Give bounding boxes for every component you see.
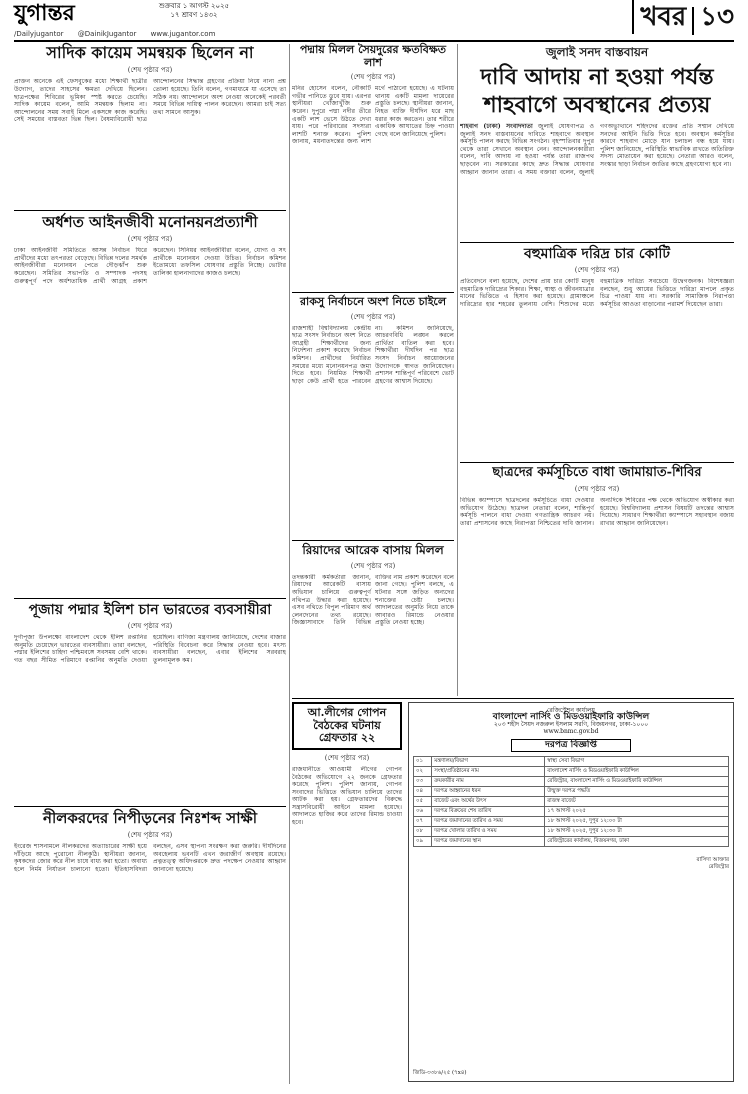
continued-label: (শেষ পৃষ্ঠার পর) xyxy=(324,753,370,762)
headline: অর্ধশত আইনজীবী মনোনয়নপ্রত্যাশী xyxy=(42,213,258,231)
top-rule xyxy=(14,40,734,42)
social-links xyxy=(14,29,474,39)
kicker: জুলাই সনদ বাস্তবায়ন xyxy=(545,45,649,59)
continued-label: (শেষ পৃষ্ঠার পর) xyxy=(127,622,173,631)
masthead xyxy=(14,0,734,40)
continued-label: (শেষ পৃষ্ঠার পর) xyxy=(350,312,396,321)
headline: নীলকরদের নিপীড়নের নিঃশব্দ সাক্ষী xyxy=(42,809,257,827)
article-body xyxy=(460,123,734,243)
notice-cell: ০৮ xyxy=(414,827,432,837)
notice-cell: ০৬ xyxy=(414,807,432,817)
notice-cell: রেজিস্ট্রার, বাংলাদেশ নার্সিং ও মিডওয়াইফারি কাউন্সিল xyxy=(545,777,729,787)
headline-box xyxy=(292,702,402,750)
notice-cell: মন্ত্রণালয়/বিভাগ xyxy=(432,757,545,767)
divider xyxy=(460,242,734,243)
notice-cell: দরপত্র জমাদানের স্থান xyxy=(432,837,545,847)
section-page-box xyxy=(632,0,734,34)
notice-org: বাংলাদেশ নার্সিং ও মিডওয়াইফারি কাউন্সিল xyxy=(492,712,650,722)
notice-cell: স্বাস্থ্য সেবা বিভাগ xyxy=(545,757,729,767)
article-body: ঢাকা আইনজীবী সমিতিতে আসন্ন নির্বাচন ঘিরে প্রার্থীদের মধ্যে তৎপরতা বেড়েছে। বিভিন্ন দলের সমর্থক আইনজীবীরা মনোনয়ন পেতে দৌড়ঝাঁপ শুরু করেছেন। সমিতির সভাপতি ও সম্পাদক পদসহ গুরুত্বপূর্ণ পদে অর্ধশতাধিক প্রার্থী আগ্রহ প্রকাশ করেছেন। সিনিয়র আইনজীবীরা বলেন, যোগ্য ও সৎ প্রার্থীকে মনোনয়ন দেওয়া উচিত। নির্বাচন কমিশন ইতোমধ্যে তফসিল ঘোষণার প্রস্তুতি নিচ্ছে। ভোটার তালিকা হালনাগাদের কাজও চলছে। xyxy=(14,247,286,285)
signature-block xyxy=(413,857,729,871)
date-block xyxy=(134,2,254,20)
notice-cell: ০৪ xyxy=(414,787,432,797)
date-line-bangla: ১৭ শ্রাবণ ১৪৩২ xyxy=(170,11,218,19)
notice-cell: দরপত্র আহ্বানের ধরন xyxy=(432,787,545,797)
page-number: ১৩ xyxy=(700,2,734,32)
notice-cell: দরপত্র জমাদানের তারিখ ও সময় xyxy=(432,817,545,827)
divider xyxy=(292,698,734,699)
article-body: বিভিন্ন ক্যাম্পাসে ছাত্রদলের কর্মসূচিতে বাধা দেওয়ার অভিযোগ উঠেছে। ছাত্রদল নেতারা বলেন, শান্তিপূর্ণ কর্মসূচি পালনে বাধা দেওয়া গণতান্ত্রিক আচরণ নয়। তারা প্রশাসনের কাছে নিরাপত্তা নিশ্চিতের দাবি জানান। অন্যদিকে শিবিরের পক্ষ থেকে অভিযোগ অস্বীকার করা হয়েছে। বিশ্ববিদ্যালয় প্রশাসন বিষয়টি তদন্তের আশ্বাস দিয়েছে। সাধারণ শিক্ষার্থীরা ক্যাম্পাসে সহাবস্থান বজায় রাখার আহ্বান জানিয়েছেন। xyxy=(460,496,734,527)
article-body: তদন্তকারী কর্মকর্তারা জানান, রিয়াদের আরেকটি বাসায় অভিযান চালিয়ে গুরুত্বপূর্ণ নথিপত্র উদ্ধার করা হয়েছে। এসব নথিতে বিপুল পরিমাণ অর্থ লেনদেনের তথ্য রয়েছে। জিজ্ঞাসাবাদে তিনি বিভিন্ন ব্যক্তির নাম প্রকাশ করেছেন বলে জানা গেছে। পুলিশ বলছে, এ ঘটনার সঙ্গে জড়িত অন্যদের শনাক্তের চেষ্টা চলছে। আদালতের অনুমতি নিয়ে তাকে আবারও রিমান্ডে নেওয়ার প্রস্তুতি নেওয়া হচ্ছে। xyxy=(292,573,454,627)
twitter-handle[interactable]: @DainikJugantor xyxy=(77,30,137,38)
notice-row xyxy=(414,797,729,807)
notice-cell: ০১ xyxy=(414,757,432,767)
notice-row xyxy=(414,817,729,827)
notice-cell: ক্রয়কারীর নাম xyxy=(432,777,545,787)
headline: ছাত্রদের কর্মসূচিতে বাধা জামায়াত-শিবির xyxy=(492,465,702,480)
divider xyxy=(460,462,734,463)
continued-label: (শেষ পৃষ্ঠার পর) xyxy=(574,266,620,275)
divider xyxy=(692,7,694,35)
notice-row xyxy=(414,807,729,817)
body-text: জুলাই ঘোষণাপত্র ও জুলাই সনদ বাস্তবায়নের দাবিতে শাহবাগে অবস্থান কর্মসূচি পালন করছে বিভিন্ন সংগঠন। বৃহস্পতিবার দুপুর থেকে তারা সেখানে অবস্থান নেন। আন্দোলনকারীরা বলেন, দাবি আদায় না হওয়া পর্যন্ত তারা রাজপথ ছাড়বেন না। সরকারের কাছে দ্রুত সিদ্ধান্ত ঘোষণার আহ্বান জানান তারা। এ সময় বক্তারা বলেন, জুলাই গণঅভ্যুত্থানে শহিদদের রক্তের প্রতি সম্মান দেখিয়ে সনদের আইনি ভিত্তি দিতে হবে। অবস্থান কর্মসূচির কারণে শাহবাগ মোড়ে যান চলাচল বন্ধ হয়ে যায়। পুলিশ জানিয়েছে, পরিস্থিতি স্বাভাবিক রাখতে অতিরিক্ত সদস্য মোতায়েন করা হয়েছে। নেতারা আরও বলেন, সংস্কার ছাড়া নির্বাচন জাতির কাছে গ্রহণযোগ্য হবে না। xyxy=(460,123,734,176)
headline: আ.লীগের গোপন বৈঠকের ঘটনায় গ্রেফতার ২২ xyxy=(307,706,387,745)
column-rule xyxy=(457,44,458,696)
headline: পদ্মায় মিলল সৈয়দুরের ক্ষতবিক্ষত লাশ xyxy=(299,43,447,69)
notice-cell: দরপত্র বিক্রয়ের শেষ তারিখ xyxy=(432,807,545,817)
notice-cell: বাজেট এবং অর্থের উৎস xyxy=(432,797,545,807)
article-awami xyxy=(292,702,402,1082)
headline: বহুমাত্রিক দরিদ্র চার কোটি xyxy=(523,246,671,262)
divider xyxy=(292,540,454,541)
article-padma xyxy=(292,44,454,289)
notice-table xyxy=(413,756,729,847)
article-body: দুর্গাপূজা উপলক্ষ্যে বাংলাদেশ থেকে ইলিশ রপ্তানির অনুমতি চেয়েছেন ভারতের ব্যবসায়ীরা। তারা বলছেন, পদ্মার ইলিশের চাহিদা পশ্চিমবঙ্গে সবসময় বেশি থাকে। গত বছর সীমিত পরিমাণে রপ্তানির অনুমতি দেওয়া হয়েছিল। বাণিজ্য মন্ত্রণালয় জানিয়েছে, দেশের বাজার পরিস্থিতি বিবেচনা করে সিদ্ধান্ত নেওয়া হবে। মৎস্য ব্যবসায়ীরা বলছেন, এবার ইলিশের সরবরাহ তুলনামূলক কম। xyxy=(14,634,286,664)
continued-label: (শেষ পৃষ্ঠার পর) xyxy=(350,561,396,570)
continued-label: (শেষ পৃষ্ঠার পর) xyxy=(127,235,173,244)
tender-notice xyxy=(408,702,734,1082)
notice-cell: দরপত্র খোলার তারিখ ও সময় xyxy=(432,827,545,837)
date-line: শুক্রবার ১ আগস্ট ২০২৫ xyxy=(158,2,230,10)
divider xyxy=(14,598,286,599)
notice-cell: ০৭ xyxy=(414,817,432,827)
notice-address: ২০৩ শহীদ সৈয়দ নজরুল ইসলাম সরণি, বিজয়নগর, ঢাকা-১০০০ xyxy=(493,721,649,728)
notice-cell: ০৩ xyxy=(414,777,432,787)
headline: রিয়াদের আরেক বাসায় মিলল xyxy=(302,543,444,557)
notice-cell: ১৭ আগস্ট ২০২৫ xyxy=(545,807,729,817)
divider xyxy=(14,210,286,211)
article-chhatrader xyxy=(460,466,734,696)
notice-cell: ০২ xyxy=(414,767,432,777)
continued-label: (শেষ পৃষ্ঠার পর) xyxy=(127,66,173,75)
notice-row xyxy=(414,767,729,777)
article-nilkor xyxy=(14,810,286,1082)
section-name: খবর xyxy=(640,2,687,32)
headline: দাবি আদায় না হওয়া পর্যন্ত শাহবাগে অবস্থানের প্রত্যয় xyxy=(480,65,714,118)
article-riyad xyxy=(292,544,454,694)
divider xyxy=(14,806,286,807)
notice-title: দরপত্র বিজ্ঞপ্তি xyxy=(511,739,631,752)
article-sadik xyxy=(14,44,286,206)
notice-cell: ১৮ আগস্ট ২০২৫, দুপুর ১২:০০ টা xyxy=(545,817,729,827)
article-july xyxy=(460,44,734,240)
divider xyxy=(292,292,454,293)
article-body: রাজশাহী বিশ্ববিদ্যালয় কেন্দ্রীয় ছাত্র সংসদ নির্বাচনে অংশ নিতে আগ্রহী শিক্ষার্থীদের জন্য নির্দেশনা প্রকাশ করেছে নির্বাচন কমিশন। প্রার্থীদের নির্ধারিত সময়ের মধ্যে মনোনয়নপত্র জমা দিতে হবে। নিয়মিত শিক্ষার্থী ছাড়া কেউ প্রার্থী হতে পারবেন না। কমিশন জানিয়েছে, আচরণবিধি লঙ্ঘন করলে প্রার্থিতা বাতিল করা হবে। শিক্ষার্থীরা দীর্ঘদিন পর ছাত্র সংসদ নির্বাচন আয়োজনের উদ্যোগকে স্বাগত জানিয়েছেন। প্রশাসন শান্তিপূর্ণ পরিবেশে ভোট গ্রহণের আশ্বাস দিয়েছে। xyxy=(292,324,454,385)
headline: পূজায় পদ্মার ইলিশ চান ভারতের ব্যবসায়ীরা xyxy=(28,602,272,618)
article-ardhashata xyxy=(14,214,286,594)
notice-cell: রেজিস্ট্রারের কার্যালয়, বিজয়নগর, ঢাকা xyxy=(545,837,729,847)
notice-cell: রাজস্ব বাজেট xyxy=(545,797,729,807)
newspaper-logo: যুগান্তর xyxy=(14,1,75,26)
notice-row xyxy=(414,757,729,767)
notice-cell: বাংলাদেশ নার্সিং ও মিডওয়াইফারি কাউন্সিল xyxy=(545,767,729,777)
article-poverty xyxy=(460,246,734,460)
continued-label: (শেষ পৃষ্ঠার পর) xyxy=(350,73,396,82)
website-link[interactable]: www.jugantor.com xyxy=(150,30,216,38)
headline: সাদিক কায়েম সমন্বয়ক ছিলেন না xyxy=(46,43,254,62)
facebook-handle[interactable]: /Dailyjugantor xyxy=(14,30,64,38)
notice-reg: রেজিস্ট্রেশন কার্যালয় xyxy=(547,707,595,714)
signature-name: রাসিদা আক্তার xyxy=(696,857,729,863)
continued-label: (শেষ পৃষ্ঠার পর) xyxy=(127,831,173,840)
headline: রাকসু নির্বাচনে অংশ নিতে চাইলে xyxy=(299,295,447,308)
notice-cell: ০৯ xyxy=(414,837,432,847)
notice-website[interactable]: www.bnmc.gov.bd xyxy=(543,728,599,735)
notice-row xyxy=(414,777,729,787)
notice-cell: ০৫ xyxy=(414,797,432,807)
continued-label: (শেষ পৃষ্ঠার পর) xyxy=(574,484,620,493)
article-body: রাজধানীতে আওয়ামী লীগের গোপন বৈঠকের অভিযোগে ২২ জনকে গ্রেফতার করেছে পুলিশ। পুলিশ জানায়, গোপন সংবাদের ভিত্তিতে অভিযান চালিয়ে তাদের আটক করা হয়। গ্রেফতারদের বিরুদ্ধে সন্ত্রাসবিরোধী আইনে মামলা হয়েছে। আদালতে হাজির করে তাদের রিমান্ড চাওয়া হবে। xyxy=(292,765,402,827)
notice-row xyxy=(414,837,729,847)
byline: শাহবাগ (ঢাকা) সংবাদদাতা xyxy=(460,123,533,130)
notice-row xyxy=(414,827,729,837)
article-rakshu xyxy=(292,296,454,536)
notice-row xyxy=(414,787,729,797)
notice-cell: উন্মুক্ত দরপত্র পদ্ধতি xyxy=(545,787,729,797)
article-body: প্রতিবেদনে বলা হয়েছে, দেশের প্রায় চার কোটি মানুষ বহুমাত্রিক দারিদ্র্যের শিকার। শিক্ষা, স্বাস্থ্য ও জীবনযাত্রার মানের ভিত্তিতে এ হিসাব করা হয়েছে। গ্রামাঞ্চলে দারিদ্র্যের হার শহরের তুলনায় বেশি। শিশুদের মধ্যে বহুমাত্রিক দারিদ্র্য সবচেয়ে উদ্বেগজনক। বিশেষজ্ঞরা বলছেন, শুধু আয়ের ভিত্তিতে দারিদ্র্য মাপলে প্রকৃত চিত্র পাওয়া যায় না। সরকারি সামাজিক নিরাপত্তা কর্মসূচির আওতা বাড়ানোর পরামর্শ দিয়েছেন তারা। xyxy=(460,278,734,308)
notice-cell: ১৮ আগস্ট ২০২৫, দুপুর ১২:৩০ টা xyxy=(545,827,729,837)
article-pujay xyxy=(14,602,286,802)
article-body: ইংরেজ শাসনামলে নীলকরদের অত্যাচারের সাক্ষী হয়ে দাঁড়িয়ে আছে পুরোনো নীলকুঠি। স্থানীয়রা জানান, কৃষকদের জোর করে নীল চাষে বাধ্য করা হতো। অবাধ্য হলে নির্মম নির্যাতন চালানো হতো। ইতিহাসবিদরা বলছেন, এসব স্থাপনা সংরক্ষণ করা জরুরি। দীর্ঘদিনের অবহেলায় ভবনটি এখন জরাজীর্ণ অবস্থায় রয়েছে। প্রত্নতত্ত্ব অধিদপ্তরকে দ্রুত পদক্ষেপ নেওয়ার আহ্বান জানানো হয়েছে। xyxy=(14,843,286,874)
article-body: প্রাক্তন অনেকে এই ফেসবুকের মধ্যে শিক্ষার্থী ছাত্রীর উদ্যোগ, তাদের সাহসের ক্ষমতা দেখিয়ে ছিলেন। ছাত্রপক্ষের শিবিরের ভূমিকা স্পষ্ট করতে চেয়েছি। সাদিক কায়েম বলেন, আমি সমন্বয়ক ছিলাম না। আন্দোলনের সময় সবাই মিলে একসঙ্গে কাজ করেছি। সেই সময়ের বাস্তবতা ভিন্ন ছিল। বৈষম্যবিরোধী ছাত্র আন্দোলনের সিদ্ধান্ত গ্রহণের প্রক্রিয়া নিয়ে নানা প্রশ্ন তোলা হয়েছে। তিনি বলেন, গণমাধ্যমে যা এসেছে তা সঠিক নয়। আন্দোলনে অংশ নেওয়া অনেকেই পরবর্তী সময়ে বিভিন্ন দায়িত্ব পালন করেছেন। আমরা চাই সত্য তথ্য সামনে আসুক। xyxy=(14,78,286,124)
ad-code: জিডি-৩৩৮৬/২৫ (৭x৪) xyxy=(413,1070,467,1076)
column-rule xyxy=(289,44,290,1084)
signature-title: রেজিস্ট্রার xyxy=(708,864,729,870)
notice-cell: সংস্থা/প্রতিষ্ঠানের নাম xyxy=(432,767,545,777)
article-body: মনির হোসেন বলেন, নৌকাটি গভীর পানিতে ডুবে যায়। এরপর স্থানীয়রা খোঁজাখুঁজি শুরু করেন। দুপুরে পদ্মা নদীর তীরে একটি লাশ ভেসে উঠতে দেখা যায়। পরে পরিবারের সদস্যরা লাশটি শনাক্ত করেন। পুলিশ জানায়, ময়নাতদন্তের জন্য লাশ মর্গে পাঠানো হয়েছে। এ ঘটনায় থানায় একটি মামলা দায়েরের প্রস্তুতি চলছে। স্থানীয়রা জানান, নিহত ব্যক্তি দীর্ঘদিন ধরে মাছ ধরার কাজ করতেন। তার শরীরে একাধিক আঘাতের চিহ্ন পাওয়া গেছে বলে জানিয়েছে পুলিশ। xyxy=(292,85,454,146)
